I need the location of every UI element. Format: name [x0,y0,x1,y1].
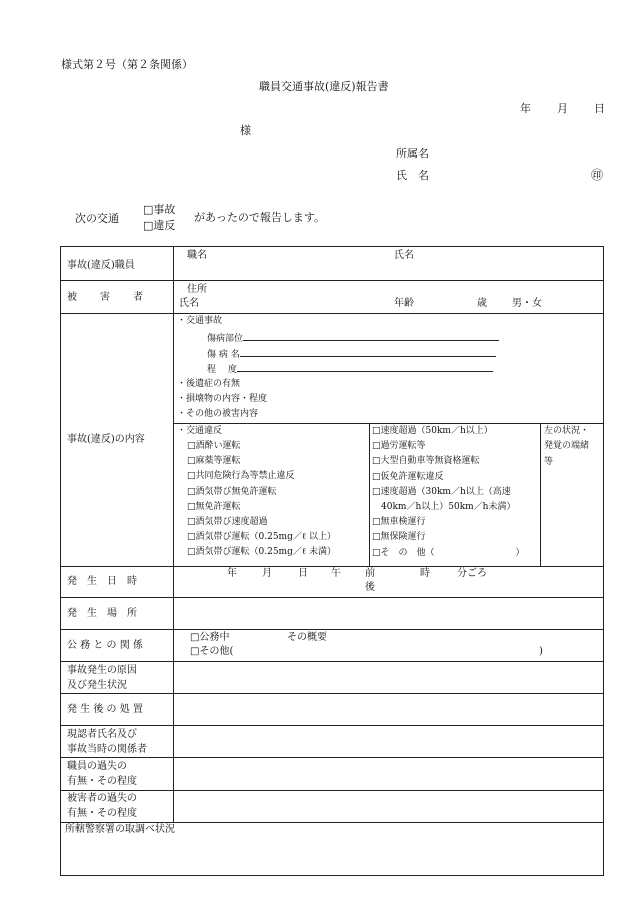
violation-item[interactable]: □酒気帯び運転（0.25mg／ℓ 未満） [187,547,337,558]
violation-item[interactable]: □酒気帯び運転（0.25mg／ℓ 以上） [187,532,337,543]
violation-item[interactable]: □そ の 他（ ） [372,547,525,558]
situation-label-2: 発覚の端緒 [544,441,590,451]
occ-pm: 後 [365,582,375,593]
violation-item[interactable]: □速度超過（50km／h以上） [372,426,493,436]
accident-head: ・交通事故 [177,316,223,326]
violation-item[interactable]: □過労運転等 [372,441,426,452]
situation-label-3: 等 [544,457,554,467]
violation-item[interactable]: □酒気帯び速度超過 [187,517,268,528]
degree-text: 程 度 [207,365,237,375]
violation-item[interactable]: □麻薬等運転 [187,456,241,467]
situation-label-1: 左の状況・ [544,426,590,436]
occ-hour: 時 [420,568,430,579]
witness-label-1: 現認者氏名及び [67,729,137,740]
content-label: 事故(違反)の内容 [67,434,145,445]
duty-overview-label: その概要 [287,632,327,643]
occ-year: 年 [227,568,237,579]
violation-item[interactable]: □酒気帯び無免許運転 [187,486,277,497]
degree-label [207,361,493,378]
date-month-label: 月 [557,102,568,115]
checkbox-duty-other[interactable]: □その他( [190,646,234,657]
name-label: 氏 名 [396,169,429,182]
occ-minute: 分ごろ [457,568,487,579]
staff-label: 事故(違反)職員 [67,260,135,271]
victim-address-label: 住所 [187,284,207,295]
staff-position-label: 職名 [187,250,207,261]
checkbox-violation[interactable]: □違反 [143,219,176,232]
cause-label-2: 及び発生状況 [67,680,127,691]
damage-label: ・損壊物の内容・程度 [177,394,268,404]
aftereffect-label: ・後遺症の有無 [177,379,241,389]
occ-am: 前 [365,568,375,579]
other-damage-label: ・その他の被害内容 [177,409,259,419]
victim-label: 被 害 者 [67,292,144,303]
occ-ampm: 午 [331,568,341,579]
intro-prefix: 次の交通 [75,212,119,225]
victim-gender: 男・女 [512,298,542,309]
staff-name-label: 氏名 [394,250,414,261]
intro-suffix: があったので報告します。 [194,211,326,224]
violation-item[interactable]: □無免許運転 [187,501,241,512]
violation-item[interactable]: □無保険運行 [372,532,426,543]
date-label: 発 生 日 時 [67,576,137,587]
violation-list-col1 [187,439,336,561]
date-day-label: 日 [594,102,605,115]
page-title: 職員交通事故(違反)報告書 [259,80,389,93]
violation-item[interactable]: □無車検運行 [372,517,426,528]
occ-month: 月 [262,568,272,579]
violation-item[interactable]: □酒酔い運転 [187,441,241,451]
violation-item[interactable]: □大型自動車等無資格運転 [372,456,480,467]
injury-part-text: 傷病部位 [207,334,244,344]
violation-item[interactable]: □共同危険行為等禁止違反 [187,471,295,482]
staff-fault-label-1: 職員の過失の [67,761,127,772]
victim-name-label: 氏名 [179,298,199,309]
form-number: 様式第２号（第２条関係） [61,58,193,71]
affiliation-label: 所属名 [396,147,429,160]
violation-item: 40km／h以上）50km／h未満） [372,502,516,513]
victim-fault-label-2: 有無・その程度 [67,808,137,819]
injury-name-text: 傷 病 名 [207,350,240,360]
violation-item[interactable]: □仮免許運転違反 [372,471,444,482]
seal-mark: ㊞ [591,168,604,182]
after-label: 発 生 後 の 処 置 [67,704,143,715]
police-label: 所轄警察署の取調べ状況 [65,824,175,835]
violation-item[interactable]: □速度超過（30km／h以上（高速 [372,486,511,497]
occ-day: 日 [298,568,308,579]
victim-age-unit: 歳 [477,298,487,309]
addressee-suffix: 様 [240,124,251,137]
checkbox-accident[interactable]: □事故 [143,203,176,216]
date-year-label: 年 [520,102,531,115]
violation-list-col2 [372,424,525,561]
victim-fault-label-1: 被害者の過失の [67,793,137,804]
duty-other-close: ) [539,646,543,657]
witness-label-2: 事故当時の関係者 [67,744,147,755]
violation-head: ・交通違反 [177,426,223,436]
checkbox-on-duty[interactable]: □公務中 [190,632,230,643]
report-form-table [60,246,604,876]
staff-fault-label-2: 有無・その程度 [67,776,137,787]
injury-part-label [207,330,499,347]
duty-label: 公 務 と の 関 係 [67,640,143,651]
victim-age-label: 年齢 [394,298,414,309]
cause-label-1: 事故発生の原因 [67,665,137,676]
place-label: 発 生 場 所 [67,608,137,619]
